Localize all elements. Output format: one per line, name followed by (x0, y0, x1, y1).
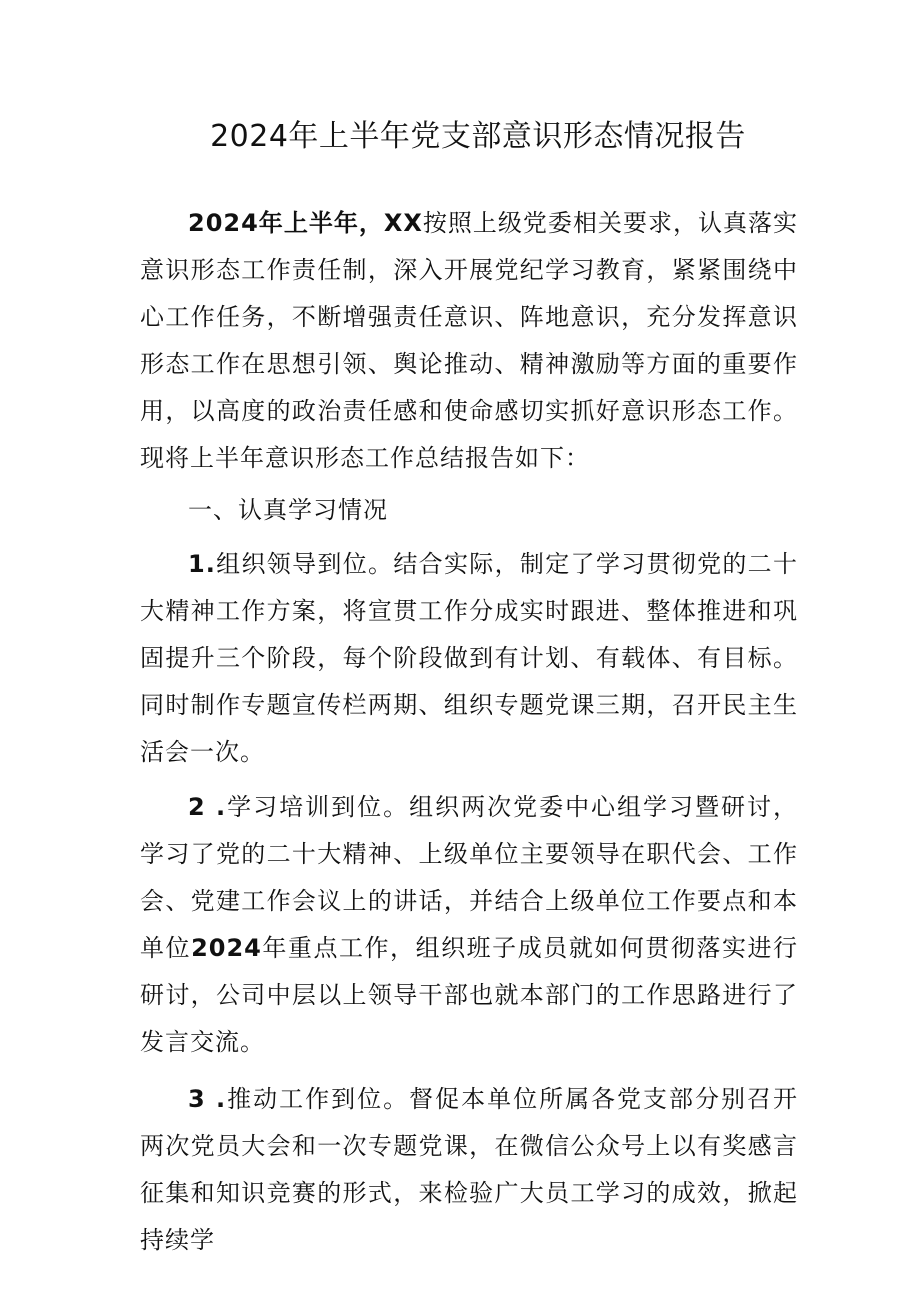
intro-paragraph (140, 200, 798, 482)
item-3-number: 3 . (188, 1085, 227, 1113)
intro-text: 按照上级党委相关要求，认真落实意识形态工作责任制，深入开展党纪学习教育，紧紧围绕中心工作任务，不断增强责任意识、阵地意识，充分发挥意识形态工作在思想引领、舆论推动、精神激励等方面的重要作用，以高度的政治责任感和使命感切实抓好意识形态工作。现将上半年意识形态工作总结报告如下： (140, 209, 798, 472)
item-2-number: 2 . (188, 793, 227, 821)
item-1-number: 1. (188, 550, 216, 578)
section-heading-1: 一、认真学习情况 (188, 496, 388, 524)
intro-lead: 2024年上半年，XX (188, 209, 423, 237)
item-2-text-a: 学习培训到位。组织两次党委中心组学习暨研讨，学习了党的二十大精神、上级单位主要领导在职代会、工作会、党建工作会议上的讲话，并结合上级单位工作要点和本单位 (140, 793, 799, 962)
item-1-paragraph (140, 541, 798, 776)
item-2-paragraph (140, 784, 798, 1066)
item-2-text-b: 年重点工作，组织班子成员就如何贯彻落实进行研讨，公司中层以上领导干部也就本部门的工作思路进行了发言交流。 (140, 934, 798, 1056)
document-title: 2024年上半年党支部意识形态情况报告 (210, 119, 746, 154)
item-3-paragraph (140, 1076, 798, 1264)
item-1-text: 组织领导到位。结合实际，制定了学习贯彻党的二十大精神工作方案，将宣贯工作分成实时跟进、整体推进和巩固提升三个阶段，每个阶段做到有计划、有载体、有目标。同时制作专题宣传栏两期、组织专题党课三期，召开民主生活会一次。 (140, 550, 798, 766)
item-2-year: 2024 (191, 934, 262, 962)
item-3-text: 推动工作到位。督促本单位所属各党支部分别召开两次党员大会和一次专题党课，在微信公众号上以有奖感言征集和知识竞赛的形式，来检验广大员工学习的成效，掀起持续学 (140, 1085, 799, 1254)
